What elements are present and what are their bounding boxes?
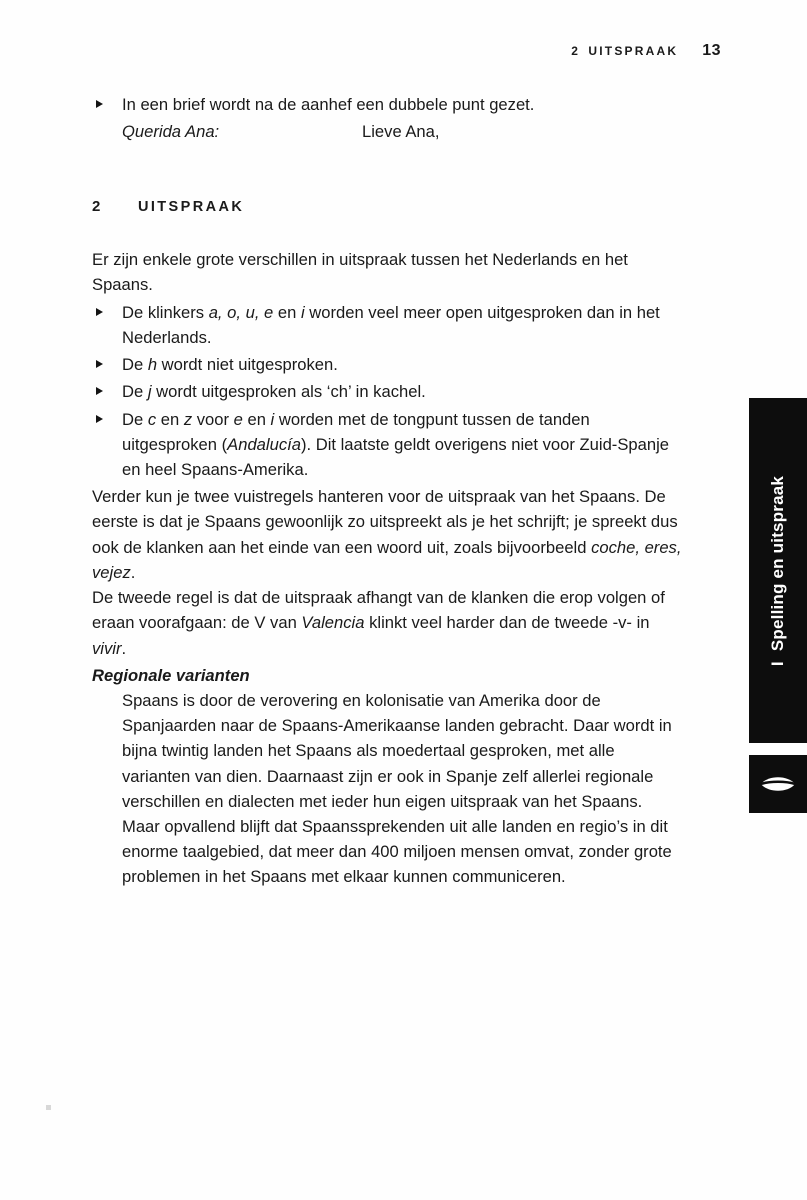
- triangle-bullet-icon: [96, 360, 103, 368]
- triangle-bullet-icon: [96, 308, 103, 316]
- triangle-bullet-icon: [96, 415, 103, 423]
- page-body: [92, 92, 682, 890]
- top-bullet-list: [92, 92, 682, 117]
- pronunciation-bullet-list: [92, 300, 682, 483]
- list-item-label: De c en z voor e en i worden met de tongpunt tussen de tanden uitgesproken (Andalucía). Dit laatste geldt overigens niet voor Zuid-Spanje en heel Spaans-Amerika.: [122, 409, 669, 479]
- section-number: 2: [92, 198, 101, 216]
- regional-paragraph-1: Spaans is door de verovering en kolonisatie van Amerika door de Spanjaarden naar de Spaans-Amerikaanse landen gebracht. Daar wordt in bijna twintig landen het Spaans als moedertaal gesproken, met alle varianten van dien. Daarnaast zijn er ook in Spanje zelf allerlei regionale verschillen en dialecten met ieder hun eigen uitspraak van het Spaans.: [122, 690, 672, 811]
- triangle-bullet-icon: [96, 100, 103, 108]
- section-title: UITSPRAAK: [138, 199, 245, 216]
- chapter-side-tab: [749, 398, 807, 743]
- list-item: [92, 407, 682, 483]
- lips-icon: [758, 771, 798, 797]
- example-dutch: Lieve Ana,: [362, 122, 440, 142]
- rules-paragraph-1: Verder kun je twee vuistregels hanteren voor de uitspraak van het Spaans. De eerste is dat je Spaans gewoonlijk zo uitspreekt als je het schrijft; je spreekt dus ook de klanken aan het einde van een woord uit, zoals bijvoorbeeld coche, eres, vejez.: [92, 487, 682, 582]
- regional-paragraph-2: Maar opvallend blijft dat Spaanssprekenden uit alle landen en regio’s in dit enorme taalgebied, dat meer dan 400 miljoen mensen omvat, zonder grote problemen in het Spaans met elkaar kunnen communiceren.: [122, 817, 672, 887]
- page-edge-mark: [46, 1105, 51, 1110]
- intro-paragraph: Er zijn enkele grote verschillen in uitspraak tussen het Nederlands en het Spaans.: [92, 250, 628, 295]
- section-heading: [92, 196, 682, 219]
- list-item: [92, 352, 682, 377]
- list-item: [92, 379, 682, 404]
- running-head: [571, 42, 721, 60]
- example-line: [92, 119, 682, 144]
- list-item-label: In een brief wordt na de aanhef een dubbele punt gezet.: [122, 95, 535, 114]
- chapter-title: Spelling en uitspraak: [768, 475, 787, 651]
- example-spanish: Querida Ana:: [122, 122, 220, 142]
- list-item-label: De j wordt uitgesproken als ‘ch’ in kachel.: [122, 382, 426, 402]
- running-head-section-title: UITSPRAAK: [588, 44, 679, 58]
- list-item: [92, 92, 682, 117]
- page-number: 13: [702, 42, 721, 59]
- rules-paragraph-2: De tweede regel is dat de uitspraak afhangt van de klanken die erop volgen of eraan voorafgaan: de V van Valencia klinkt veel harder dan de tweede -v- in vivir.: [92, 588, 665, 658]
- list-item-label: De klinkers a, o, u, e en i worden veel meer open uitgesproken dan in het Nederlands.: [122, 302, 660, 347]
- list-item-label: De h wordt niet uitgesproken.: [122, 355, 338, 375]
- subheading-regional-variants: Regionale varianten: [92, 665, 250, 685]
- chapter-icon-box: [749, 755, 807, 813]
- list-item: [92, 300, 682, 350]
- triangle-bullet-icon: [96, 387, 103, 395]
- running-head-section-number: 2: [571, 44, 579, 58]
- chapter-number: I: [768, 660, 787, 666]
- chapter-side-tab-text: [768, 475, 788, 665]
